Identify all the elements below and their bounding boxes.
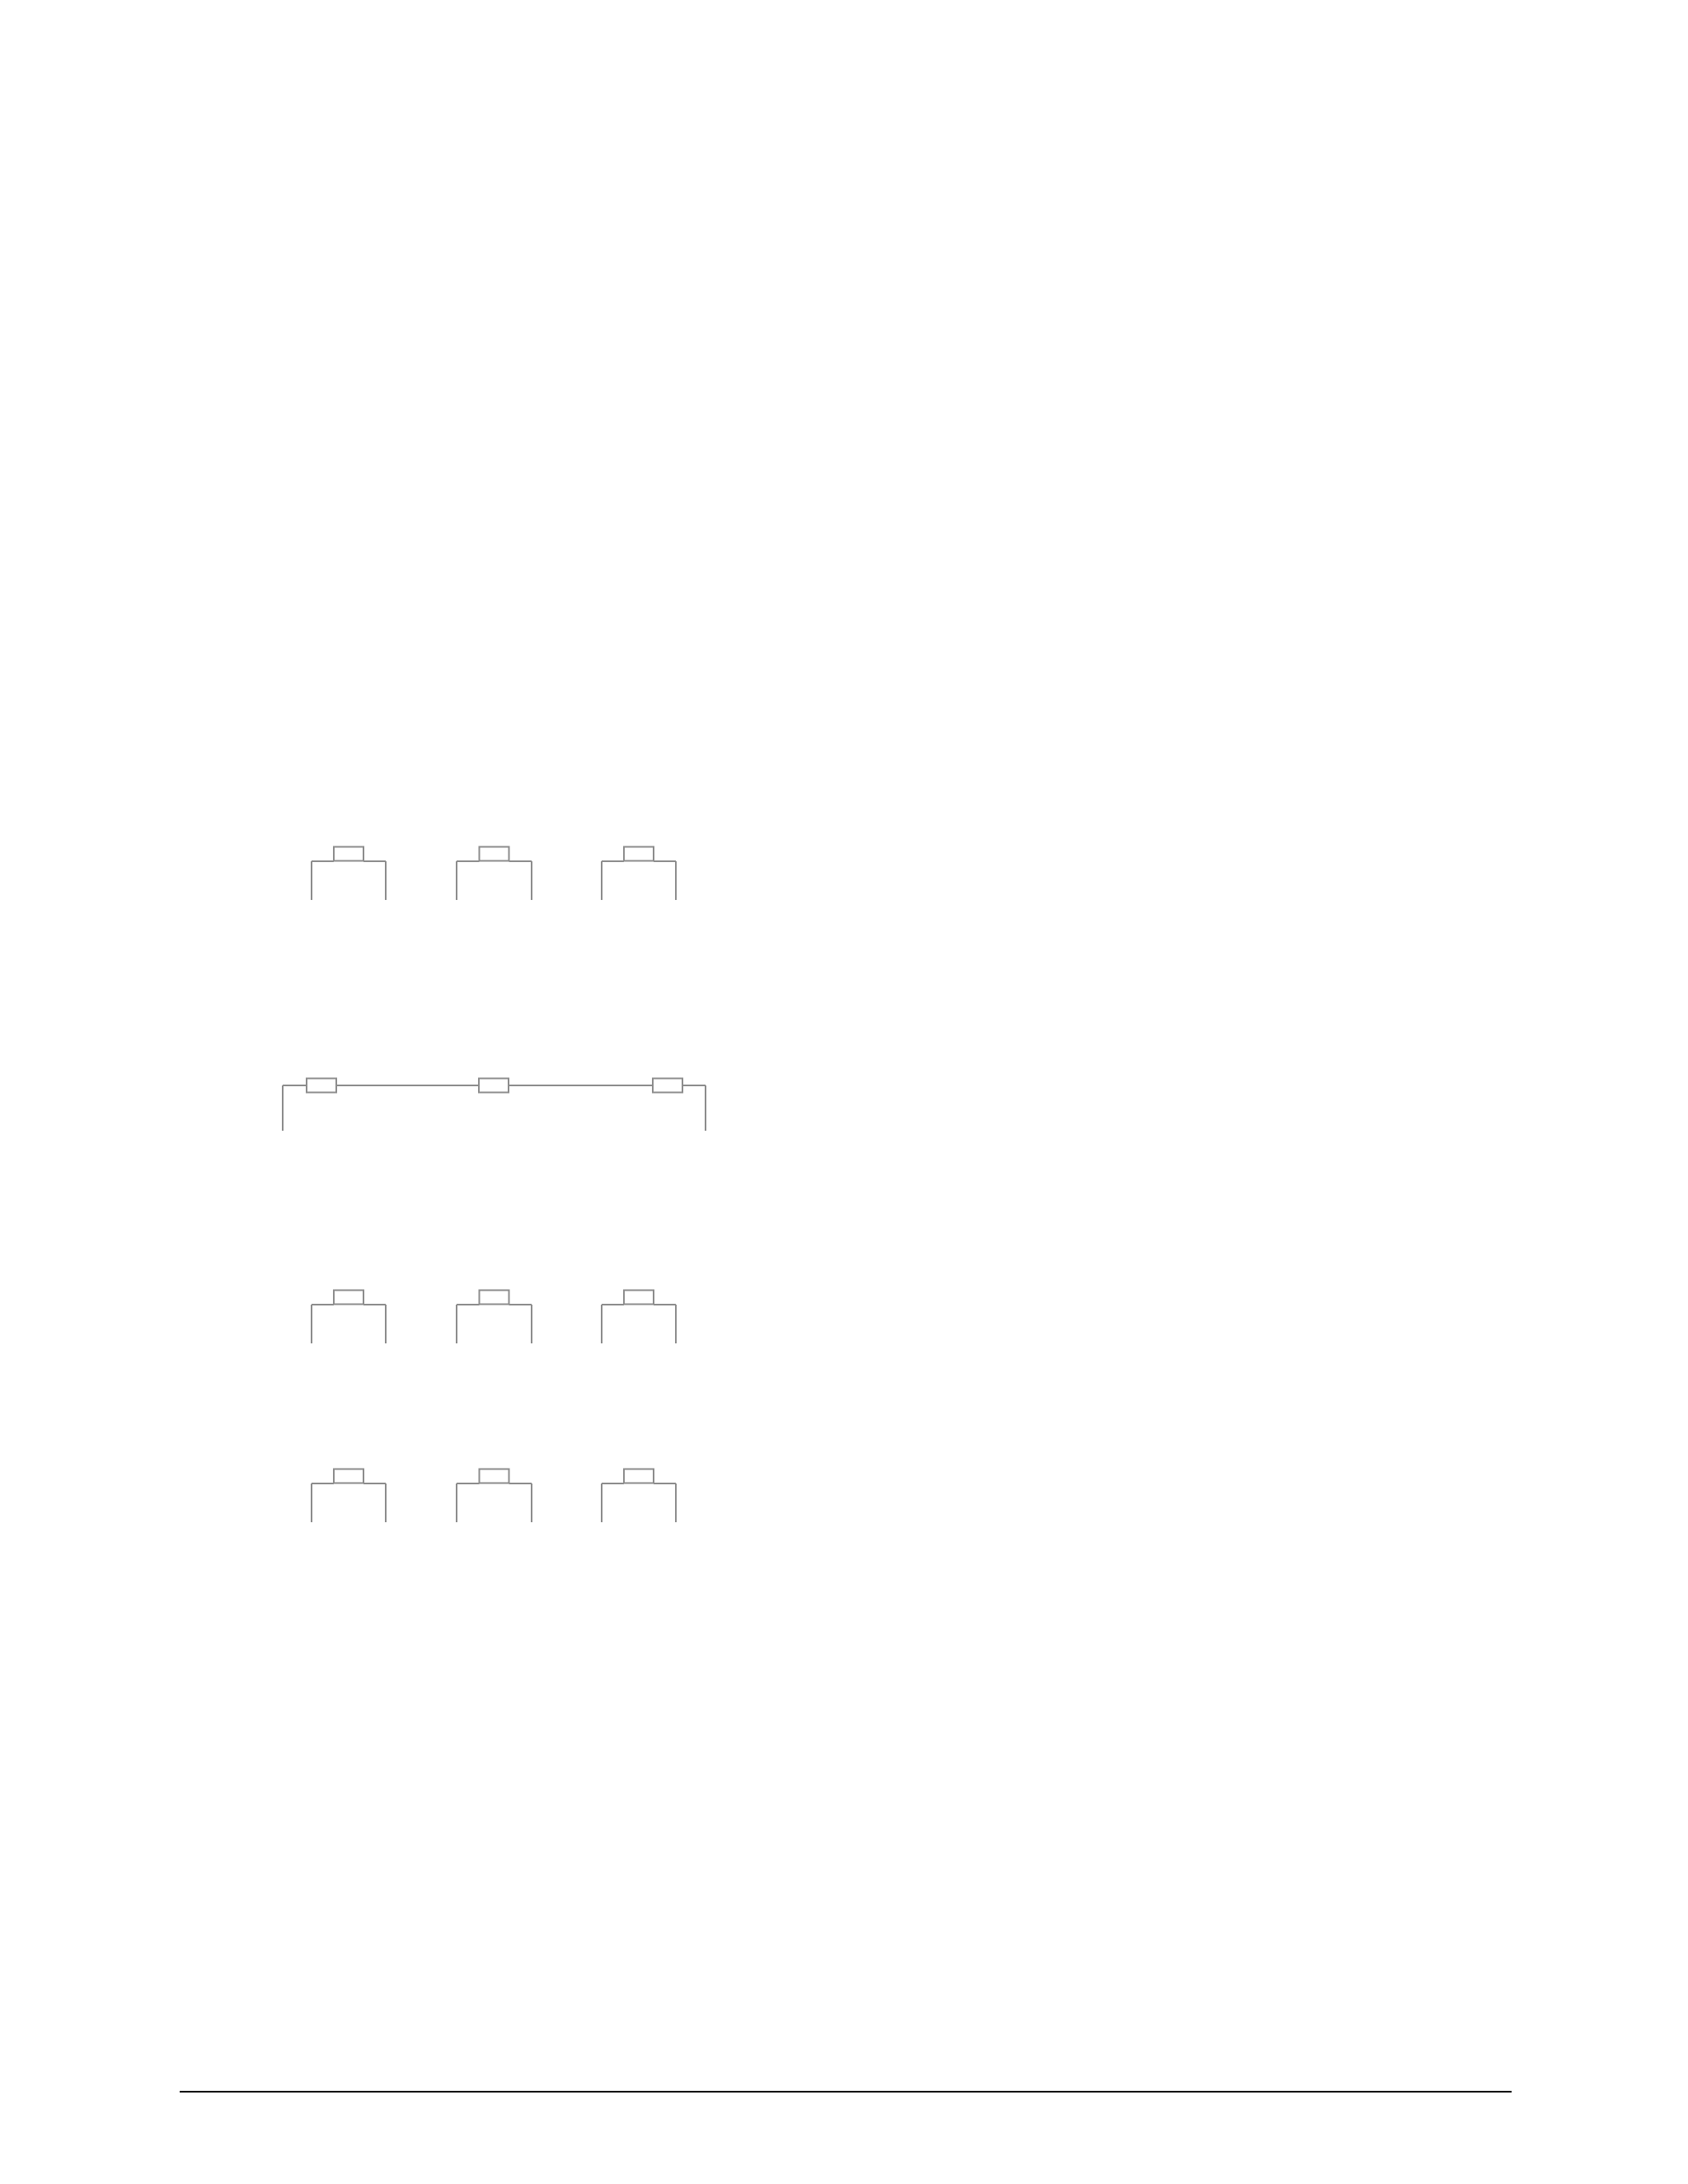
resistor-symbol (307, 1079, 336, 1093)
resistor-symbol (334, 1291, 363, 1305)
footer-rule (180, 2091, 1512, 2093)
resistor-symbol (653, 1079, 682, 1093)
resistor-symbol (480, 847, 509, 861)
resistor-symbol (624, 1291, 654, 1305)
resistor-symbol (334, 1469, 363, 1483)
resistor-symbol (480, 1469, 509, 1483)
resistor-symbol (480, 1291, 509, 1305)
resistor-symbol (624, 847, 654, 861)
resistor-symbol (334, 847, 363, 861)
resistor-symbol (479, 1079, 509, 1093)
resistor-symbol (624, 1469, 654, 1483)
